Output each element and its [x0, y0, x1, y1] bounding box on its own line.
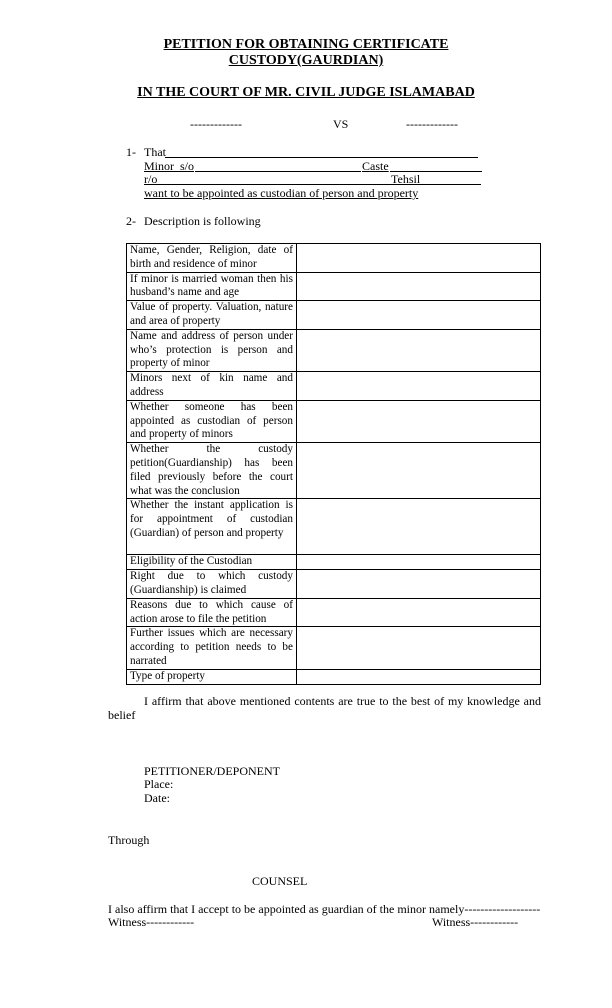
row-label: Type of property [127, 669, 297, 684]
row-label: Reasons due to which cause of action arose to file the petition [127, 598, 297, 627]
document-title: PETITION FOR OBTAINING CERTIFICATE [163, 37, 449, 52]
para1-number: 1- [126, 145, 136, 159]
place-label: Place: [144, 777, 174, 791]
table-row [127, 443, 541, 499]
row-label: Whether the custody petition(Guardianship) has been filed previously before the court what was the conclusion [127, 443, 297, 499]
table-row [127, 570, 541, 599]
appoint-statement: want to be appointed as custodian of person and property [144, 186, 419, 200]
table-row [127, 301, 541, 330]
row-value-field[interactable] [297, 372, 541, 401]
versus-text: VS [333, 117, 349, 131]
party-left-blank: ------------- [190, 117, 242, 131]
row-label: Further issues which are necessary according to petition needs to be narrated [127, 627, 297, 669]
petitioner-title: PETITIONER/DEPONENT [144, 764, 280, 778]
document-subtitle: CUSTODY(GAURDIAN) [228, 53, 384, 68]
table-row [127, 499, 541, 555]
table-row [127, 272, 541, 301]
row-label: Right due to which custody (Guardianship) is claimed [127, 570, 297, 599]
row-value-field[interactable] [297, 301, 541, 330]
table-row [127, 555, 541, 570]
row-value-field[interactable] [297, 443, 541, 499]
party-right-blank: ------------- [406, 117, 458, 131]
minor-so-blank-line [195, 171, 361, 172]
tehsil-label: Tehsil [391, 172, 421, 186]
table-row [127, 669, 541, 684]
row-value-field[interactable] [297, 570, 541, 599]
table-row [127, 400, 541, 442]
table-row [127, 598, 541, 627]
table-row [127, 244, 541, 273]
through-label: Through [108, 833, 150, 847]
row-label: Minors next of kin name and address [127, 372, 297, 401]
ro-label: r/o [144, 172, 158, 186]
row-value-field[interactable] [297, 499, 541, 555]
row-label: Whether the instant application is for appointment of custodian (Guardian) of person and property [127, 499, 297, 555]
row-label: Name and address of person under who’s protection is person and property of minor [127, 329, 297, 371]
date-label: Date: [144, 791, 170, 805]
row-label: Value of property. Valuation, nature and area of property [127, 301, 297, 330]
description-table [126, 243, 541, 685]
row-value-field[interactable] [297, 329, 541, 371]
table-row [127, 372, 541, 401]
row-value-field[interactable] [297, 244, 541, 273]
ro-blank-line [144, 184, 481, 185]
row-label: Name, Gender, Religion, date of birth and residence of minor [127, 244, 297, 273]
row-value-field[interactable] [297, 555, 541, 570]
witness-right: Witness------------ [432, 915, 519, 929]
row-value-field[interactable] [297, 627, 541, 669]
row-label: Eligibility of the Custodian [127, 555, 297, 570]
guardian-affirmation: I also affirm that I accept to be appointed as guardian of the minor namely------------------- [108, 902, 541, 916]
court-heading: IN THE COURT OF MR. CIVIL JUDGE ISLAMABAD [137, 85, 475, 100]
row-label: If minor is married woman then his husband’s name and age [127, 272, 297, 301]
minor-so-label: Minor_s/o [144, 159, 195, 173]
para2-number: 2- [126, 214, 136, 228]
row-value-field[interactable] [297, 669, 541, 684]
witness-left: Witness------------ [108, 915, 195, 929]
counsel-label: COUNSEL [252, 874, 308, 888]
affirmation-text: I affirm that above mentioned contents are true to the best of my knowledge and belief [108, 694, 541, 722]
caste-label: Caste [362, 159, 389, 173]
row-value-field[interactable] [297, 400, 541, 442]
row-value-field[interactable] [297, 598, 541, 627]
row-value-field[interactable] [297, 272, 541, 301]
table-row [127, 329, 541, 371]
that-blank-line [165, 157, 478, 158]
para1-that: That [144, 145, 166, 159]
para2-text: Description is following [144, 214, 261, 228]
row-label: Whether someone has been appointed as custodian of person and property of minors [127, 400, 297, 442]
table-row [127, 627, 541, 669]
